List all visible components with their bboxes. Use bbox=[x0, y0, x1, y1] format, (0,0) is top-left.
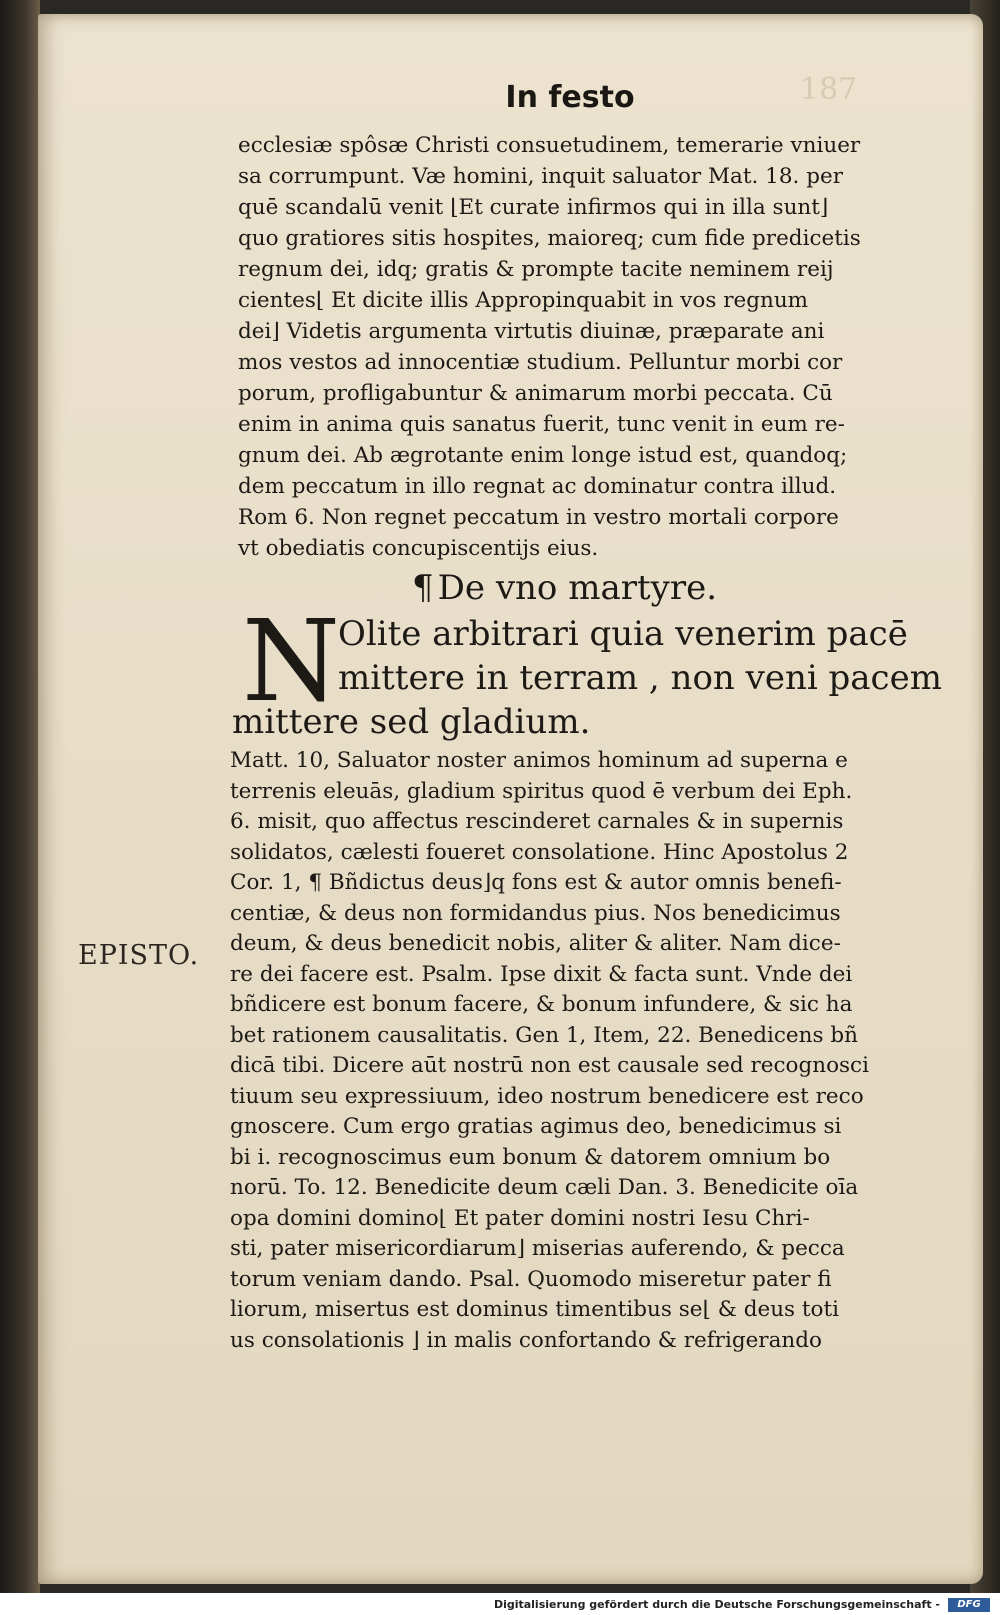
text-line: porum, profligabuntur & animarum morbi peccata. Cū bbox=[238, 381, 833, 406]
text-line: vt obediatis concupiscentijs eius. bbox=[238, 536, 599, 561]
text-line: ecclesiæ spôsæ Christi consuetudinem, temerarie vniuer bbox=[238, 133, 861, 158]
text-line: terrenis eleuās, gladium spiritus quod ē verbum dei Eph. bbox=[230, 778, 853, 804]
text-line: gnum dei. Ab ægrotante enim longe istud est, quandoq; bbox=[238, 443, 848, 468]
text-line: torum veniam dando. Psal. Quomodo miseretur pater fi bbox=[230, 1266, 832, 1292]
running-head: In festo bbox=[505, 80, 635, 115]
text-line: enim in anima quis sanatus fuerit, tunc venit in eum re- bbox=[238, 412, 845, 437]
text-line: gnoscere. Cum ergo gratias agimus deo, benedicimus si bbox=[230, 1114, 842, 1139]
dfg-logo: DFG bbox=[948, 1598, 990, 1612]
opening-line: mittere sed gladium. bbox=[232, 702, 591, 742]
drop-cap: N bbox=[242, 597, 340, 727]
opening-line: Olite arbitrari quia venerim pacē bbox=[338, 614, 908, 654]
text-line: regnum dei, idq; gratis & prompte tacite neminem reij bbox=[238, 257, 834, 282]
text-line: us consolationis ⌋ in malis confortando & refrigerando bbox=[230, 1327, 822, 1353]
text-line: dem peccatum in illo regnat ac dominatur contra illud. bbox=[238, 474, 837, 499]
text-line: bi i. recognoscimus eum bonum & datorem omnium bo bbox=[230, 1144, 831, 1170]
lower-text-block bbox=[230, 746, 910, 1356]
text-line: Cor. 1, ¶ Bñdictus deus⌋q fons est & autor omnis benefi- bbox=[230, 870, 842, 895]
margin-note: EPISTO. bbox=[78, 940, 200, 971]
text-line: bñdicere est bonum facere, & bonum infundere, & sic ha bbox=[230, 992, 853, 1017]
digitization-footer bbox=[0, 1593, 1000, 1615]
text-line: Matt. 10, Saluator noster animos hominum ad superna e bbox=[230, 748, 848, 773]
text-line: sti, pater misericordiarum⌋ miserias auferendo, & pecca bbox=[230, 1236, 845, 1261]
text-line: Rom 6. Non regnet peccatum in vestro mortali corpore bbox=[238, 505, 839, 530]
text-line: bet rationem causalitatis. Gen 1, Item, 22. Benedicens bñ bbox=[230, 1022, 858, 1048]
section-heading-text: De vno martyre. bbox=[437, 568, 718, 608]
text-line: cientes⌊ Et dicite illis Appropinquabit in vos regnum bbox=[238, 288, 809, 313]
upper-text-block bbox=[238, 130, 908, 564]
opening-line: mittere in terram , non veni pacem bbox=[338, 658, 942, 698]
text-line: liorum, misertus est dominus timentibus se⌊ & deus toti bbox=[230, 1297, 840, 1322]
text-line: norū. To. 12. Benedicite deum cæli Dan. 3. Benedicite oīa bbox=[230, 1175, 859, 1200]
text-line: dicā tibi. Dicere aūt nostrū non est causale sed recognosci bbox=[230, 1053, 869, 1078]
section-heading bbox=[412, 568, 717, 608]
text-line: sa corrumpunt. Væ homini, inquit saluator Mat. 18. per bbox=[238, 164, 843, 189]
show-through-folio: 187 bbox=[800, 72, 858, 107]
text-line: tiuum seu expressiuum, ideo nostrum benedicere est reco bbox=[230, 1083, 864, 1109]
pilcrow-mark: ¶ bbox=[412, 568, 434, 608]
text-line: solidatos, cælesti foueret consolatione. Hinc Apostolus 2 bbox=[230, 839, 849, 865]
book-spine-shadow bbox=[0, 0, 40, 1615]
text-line: centiæ, & deus non formidandus pius. Nos benedicimus bbox=[230, 900, 841, 926]
text-line: 6. misit, quo affectus rescinderet carnales & in supernis bbox=[230, 809, 844, 834]
text-line: quo gratiores sitis hospites, maioreq; cum fide predicetis bbox=[238, 226, 861, 251]
text-line: re dei facere est. Psalm. Ipse dixit & facta sunt. Vnde dei bbox=[230, 961, 853, 987]
text-line: opa domini domino⌊ Et pater domini nostri Iesu Chri- bbox=[230, 1205, 810, 1231]
text-line: quē scandalū venit ⌊Et curate infirmos qui in illa sunt⌋ bbox=[238, 195, 829, 220]
footer-credit: Digitalisierung gefördert durch die Deutsche Forschungsgemeinschaft - bbox=[493, 1598, 940, 1611]
text-line: mos vestos ad innocentiæ studium. Pelluntur morbi cor bbox=[238, 350, 843, 375]
text-line: deum, & deus benedicit nobis, aliter & aliter. Nam dice- bbox=[230, 931, 841, 956]
text-line: dei⌋ Videtis argumenta virtutis diuinæ, præparate ani bbox=[238, 319, 825, 344]
